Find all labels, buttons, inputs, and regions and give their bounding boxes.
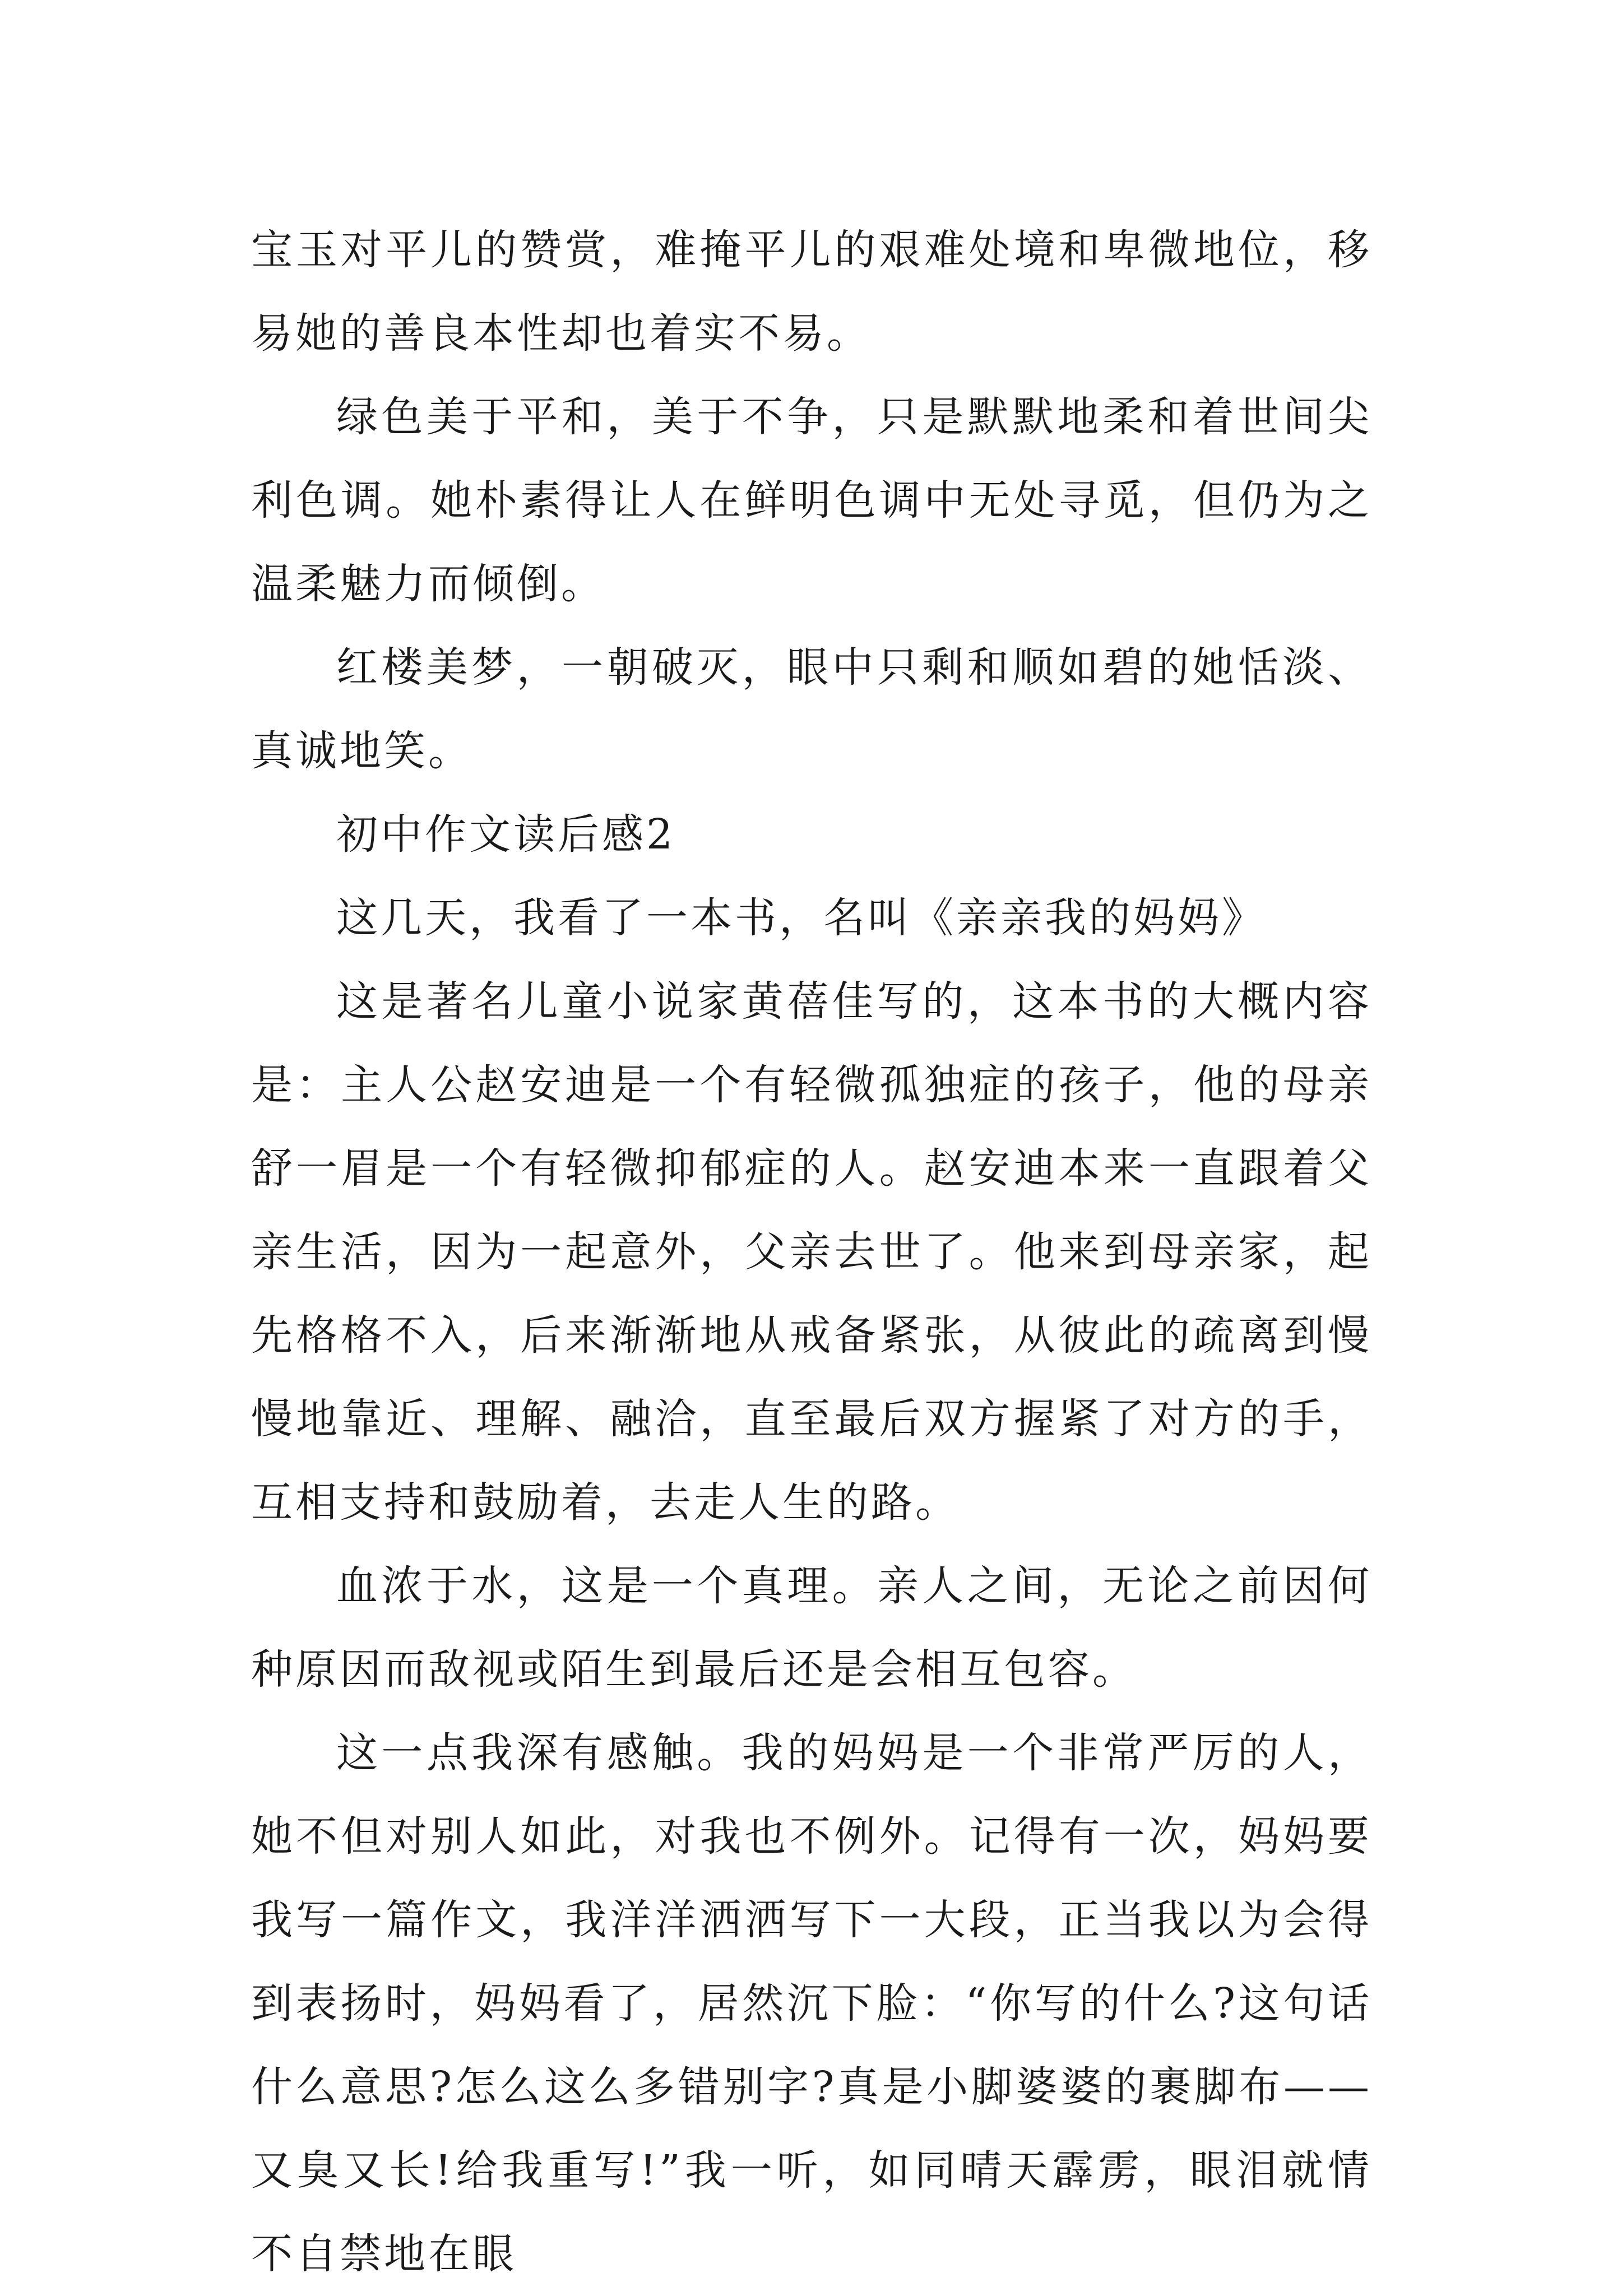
paragraph-7: 血浓于水，这是一个真理。亲人之间，无论之前因何种原因而敌视或陌生到最后还是会相互包容。 <box>251 1562 1372 1694</box>
paragraph-6: 这是著名儿童小说家黄蓓佳写的，这本书的大概内容是：主人公赵安迪是一个有轻微孤独症的孩子，他的母亲舒一眉是一个有轻微抑郁症的人。赵安迪本来一直跟着父亲生活，因为一起意外，父亲去世了。他来到母亲家，起先格格不入，后来渐渐地从戒备紧张，从彼此的疏离到慢慢地靠近、理解、融洽，直至最后双方握紧了对方的手，互相支持和鼓励着，去走人生的路。 <box>251 977 1372 1527</box>
paragraph-8: 这一点我深有感触。我的妈妈是一个非常严厉的人，她不但对别人如此，对我也不例外。记得有一次，妈妈要我写一篇作文，我洋洋洒洒写下一大段，正当我以为会得到表扬时，妈妈看了，居然沉下脸：“你写的什么?这句话什么意思?怎么这么多错别字?真是小脚婆婆的裹脚布——又臭又长!给我重写!”我一听，如同晴天霹雳，眼泪就情不自禁地在眼 <box>251 1729 1372 2278</box>
section-heading: 初中作文读后感2 <box>336 810 676 859</box>
paragraph-2: 绿色美于平和，美于不争，只是默默地柔和着世间尖利色调。她朴素得让人在鲜明色调中无处寻觅，但仍为之温柔魅力而倾倒。 <box>251 393 1372 608</box>
document-body <box>251 208 1372 2296</box>
paragraph-5: 这几天，我看了一本书，名叫《亲亲我的妈妈》 <box>336 894 1266 942</box>
paragraph-1: 宝玉对平儿的赞赏，难掩平儿的艰难处境和卑微地位，移易她的善良本性却也着实不易。 <box>251 226 1372 358</box>
paragraph-3: 红楼美梦，一朝破灭，眼中只剩和顺如碧的她恬淡、真诚地笑。 <box>251 643 1372 775</box>
